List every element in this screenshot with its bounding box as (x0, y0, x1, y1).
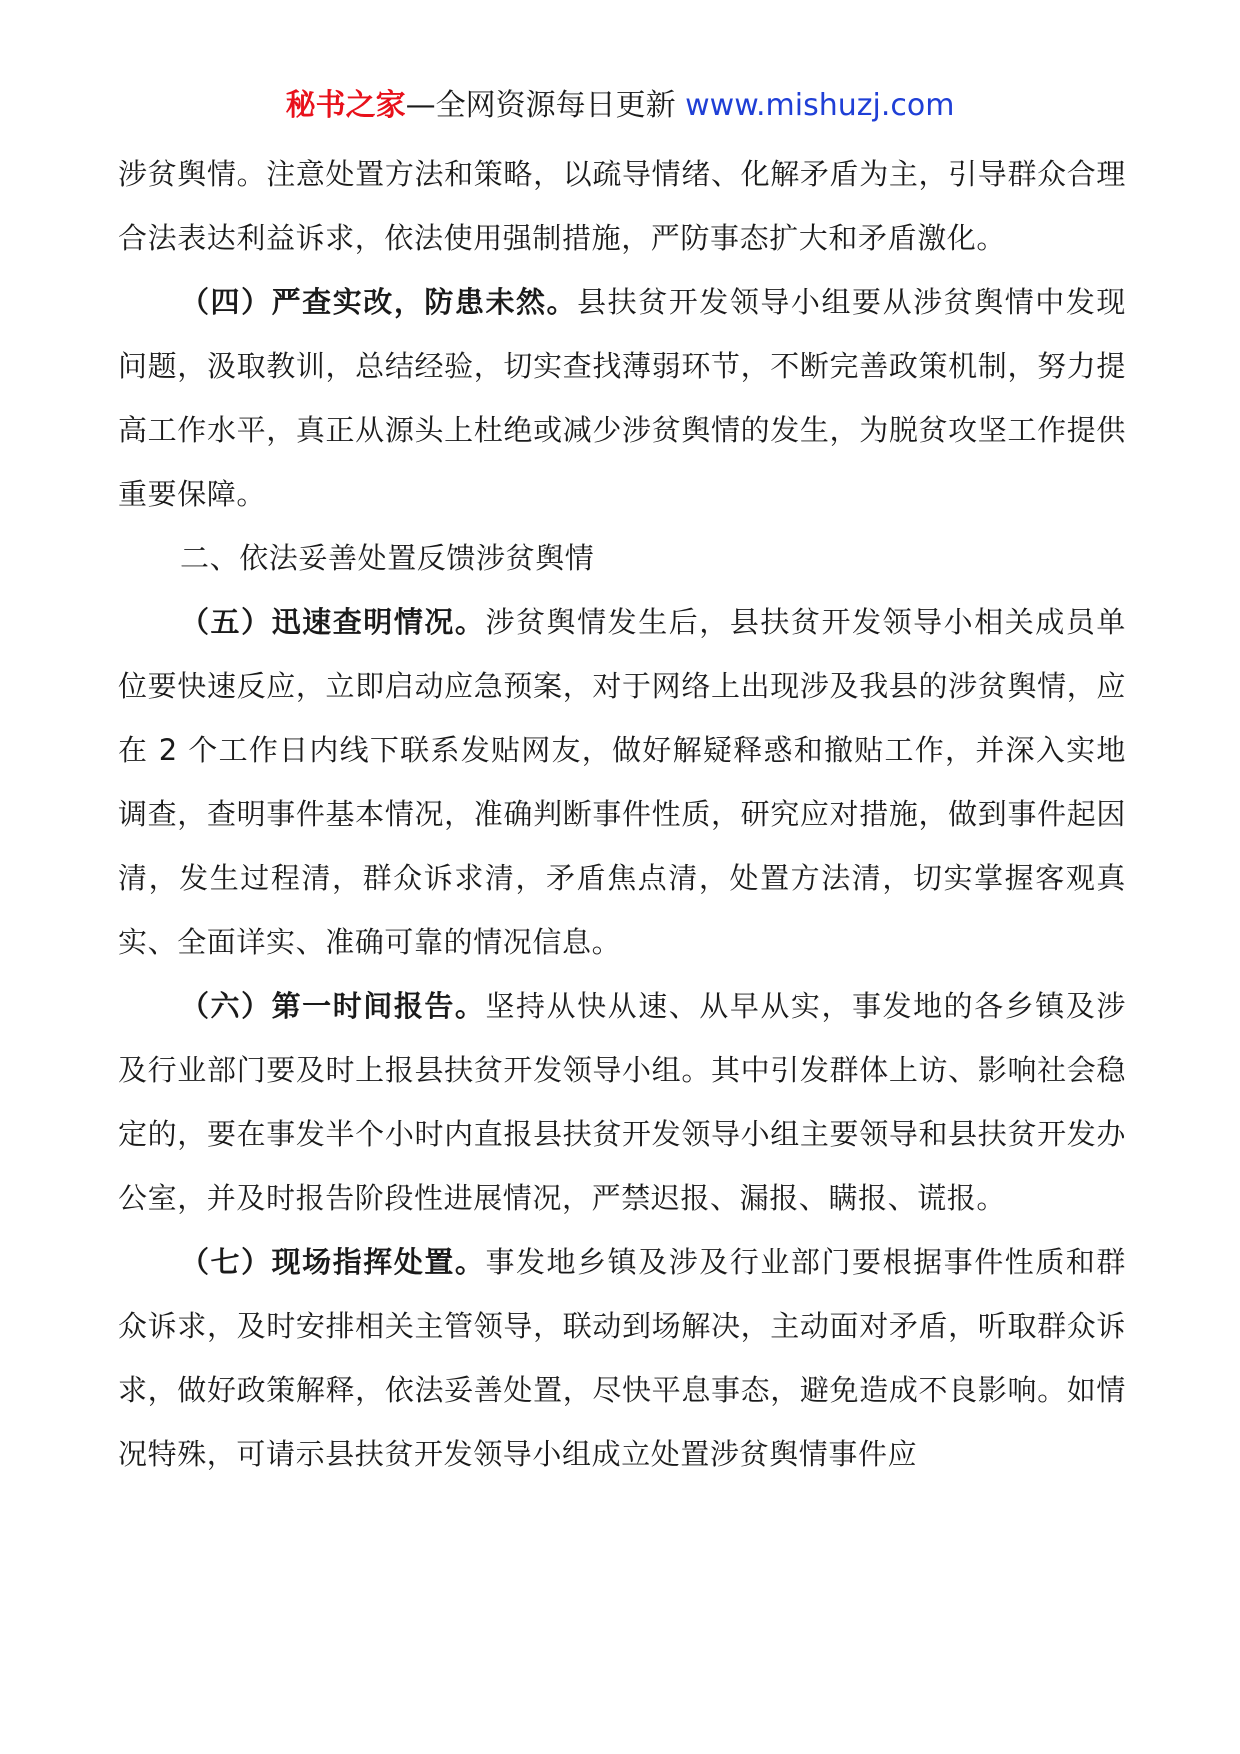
paragraph-section-6 (118, 974, 1126, 1230)
paragraph-text: 二、依法妥善处置反馈涉贫舆情 (180, 541, 595, 575)
paragraph-continuation (118, 142, 1126, 270)
paragraph-heading: （四）严查实改，防患未然。 (180, 285, 578, 319)
document-body (118, 142, 1126, 1486)
paragraph-heading: （五）迅速查明情况。 (180, 605, 486, 639)
paragraph-text: 坚持从快从速、从早从实，事发地的各乡镇及涉及行业部门要及时上报县扶贫开发领导小组。其中引发群体上访、影响社会稳定的，要在事发半个小时内直报县扶贫开发领导小组主要领导和县扶贫开发办公室，并及时报告阶段性进展情况，严禁迟报、漏报、瞒报、谎报。 (118, 989, 1126, 1215)
paragraph-section-7 (118, 1230, 1126, 1486)
header-tagline: —全网资源每日更新 (405, 88, 676, 123)
paragraph-text: 涉贫舆情发生后，县扶贫开发领导小相关成员单位要快速反应，立即启动应急预案，对于网络上出现涉及我县的涉贫舆情，应在 2 个工作日内线下联系发贴网友，做好解疑释惑和撤贴工作，并深入实地调查，查明事件基本情况，准确判断事件性质，研究应对措施，做到事件起因清，发生过程清，群众诉求清，矛盾焦点清，处置方法清，切实掌握客观真实、全面详实、准确可靠的情况信息。 (118, 605, 1126, 959)
paragraph-section-4 (118, 270, 1126, 526)
page-header (0, 86, 1240, 126)
paragraph-text: 涉贫舆情。注意处置方法和策略，以疏导情绪、化解矛盾为主，引导群众合理合法表达利益诉求，依法使用强制措施，严防事态扩大和矛盾激化。 (118, 157, 1126, 255)
paragraph-heading: （七）现场指挥处置。 (180, 1245, 486, 1279)
paragraph-heading: （六）第一时间报告。 (180, 989, 486, 1023)
header-brand: 秘书之家 (285, 88, 406, 123)
paragraph-section-5 (118, 590, 1126, 974)
header-url-link[interactable]: www.mishuzj.com (685, 88, 955, 123)
paragraph-text: 县扶贫开发领导小组要从涉贫舆情中发现问题，汲取教训，总结经验，切实查找薄弱环节，不断完善政策机制，努力提高工作水平，真正从源头上杜绝或减少涉贫舆情的发生，为脱贫攻坚工作提供重要保障。 (118, 285, 1126, 511)
section-heading-2 (118, 526, 1126, 590)
paragraph-text: 事发地乡镇及涉及行业部门要根据事件性质和群众诉求，及时安排相关主管领导，联动到场解决，主动面对矛盾，听取群众诉求，做好政策解释，依法妥善处置，尽快平息事态，避免造成不良影响。如情况特殊，可请示县扶贫开发领导小组成立处置涉贫舆情事件应 (118, 1245, 1126, 1471)
